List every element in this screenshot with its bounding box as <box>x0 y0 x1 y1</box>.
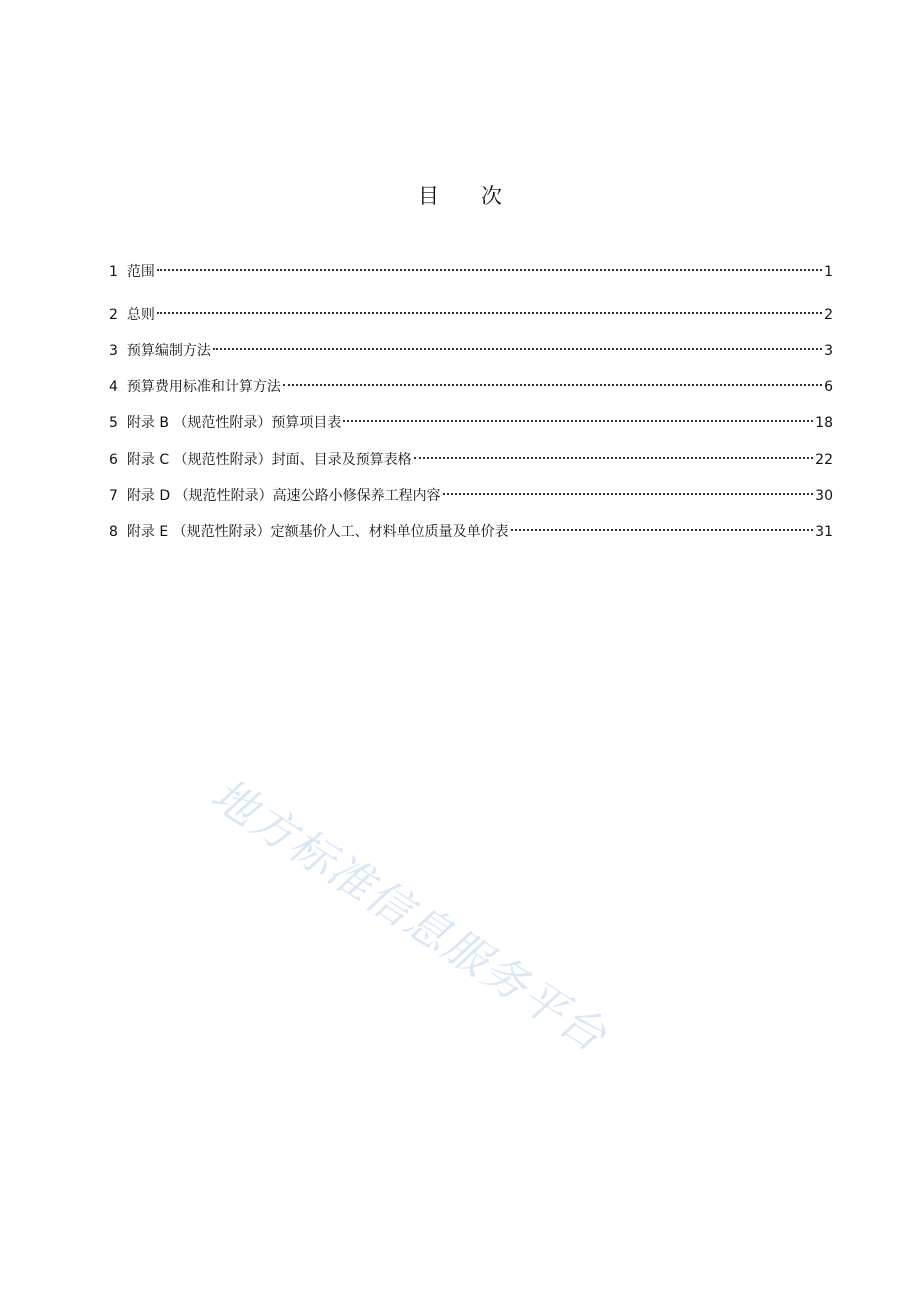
toc-entry-appendix-c[interactable] <box>109 450 833 470</box>
toc-entry-number: 5 <box>109 415 118 431</box>
toc-leader-dots <box>443 493 814 495</box>
toc-entry-page: 6 <box>824 379 833 395</box>
toc-entry-budget-method[interactable] <box>109 341 833 361</box>
toc-leader-dots <box>414 457 814 459</box>
toc-entry-page: 31 <box>815 524 833 540</box>
toc-entry-page: 18 <box>815 415 833 431</box>
toc-heading <box>0 180 920 210</box>
toc-entry-number: 1 <box>109 264 118 280</box>
toc-entry-number: 2 <box>109 307 118 323</box>
toc-entry-scope[interactable] <box>109 262 833 282</box>
toc-entry-page: 3 <box>824 343 833 359</box>
toc-entry-number: 4 <box>109 379 118 395</box>
toc-entry-appendix-e[interactable] <box>109 522 833 542</box>
toc-leader-dots <box>213 348 822 350</box>
toc-entry-page: 1 <box>824 264 833 280</box>
toc-entry-label: 范围 <box>126 264 155 280</box>
toc-leader-dots <box>511 529 814 531</box>
toc-heading-char-2: 次 <box>481 184 502 208</box>
watermark: 地方标准信息服务平台 <box>202 769 616 1063</box>
toc-entry-page: 30 <box>815 488 833 504</box>
toc-entry-label: 附录 C （规范性附录）封面、目录及预算表格 <box>126 452 412 468</box>
toc-entry-page: 2 <box>824 307 833 323</box>
toc-heading-char-1: 目 <box>418 184 439 208</box>
toc-leader-dots <box>157 312 822 314</box>
toc-entry-number: 6 <box>109 452 118 468</box>
toc-entry-appendix-d[interactable] <box>109 486 833 506</box>
toc-entry-number: 3 <box>109 343 118 359</box>
toc-entry-label: 附录 B （规范性附录）预算项目表 <box>126 415 342 431</box>
toc-entry-label: 预算编制方法 <box>126 343 211 359</box>
toc-entry-label: 附录 E （规范性附录）定额基价人工、材料单位质量及单价表 <box>126 524 509 540</box>
toc-entry-label: 总则 <box>126 307 155 323</box>
toc-entry-number: 8 <box>109 524 118 540</box>
toc-entry-appendix-b[interactable] <box>109 413 833 433</box>
toc-leader-dots <box>283 384 822 386</box>
toc-entry-general[interactable] <box>109 305 833 325</box>
toc-entry-label: 附录 D （规范性附录）高速公路小修保养工程内容 <box>126 488 441 504</box>
toc-entry-number: 7 <box>109 488 118 504</box>
toc-entry-cost-standards[interactable] <box>109 377 833 397</box>
toc-entry-page: 22 <box>815 452 833 468</box>
toc-leader-dots <box>343 420 813 422</box>
toc-leader-dots <box>157 269 822 271</box>
toc-entry-label: 预算费用标准和计算方法 <box>126 379 281 395</box>
